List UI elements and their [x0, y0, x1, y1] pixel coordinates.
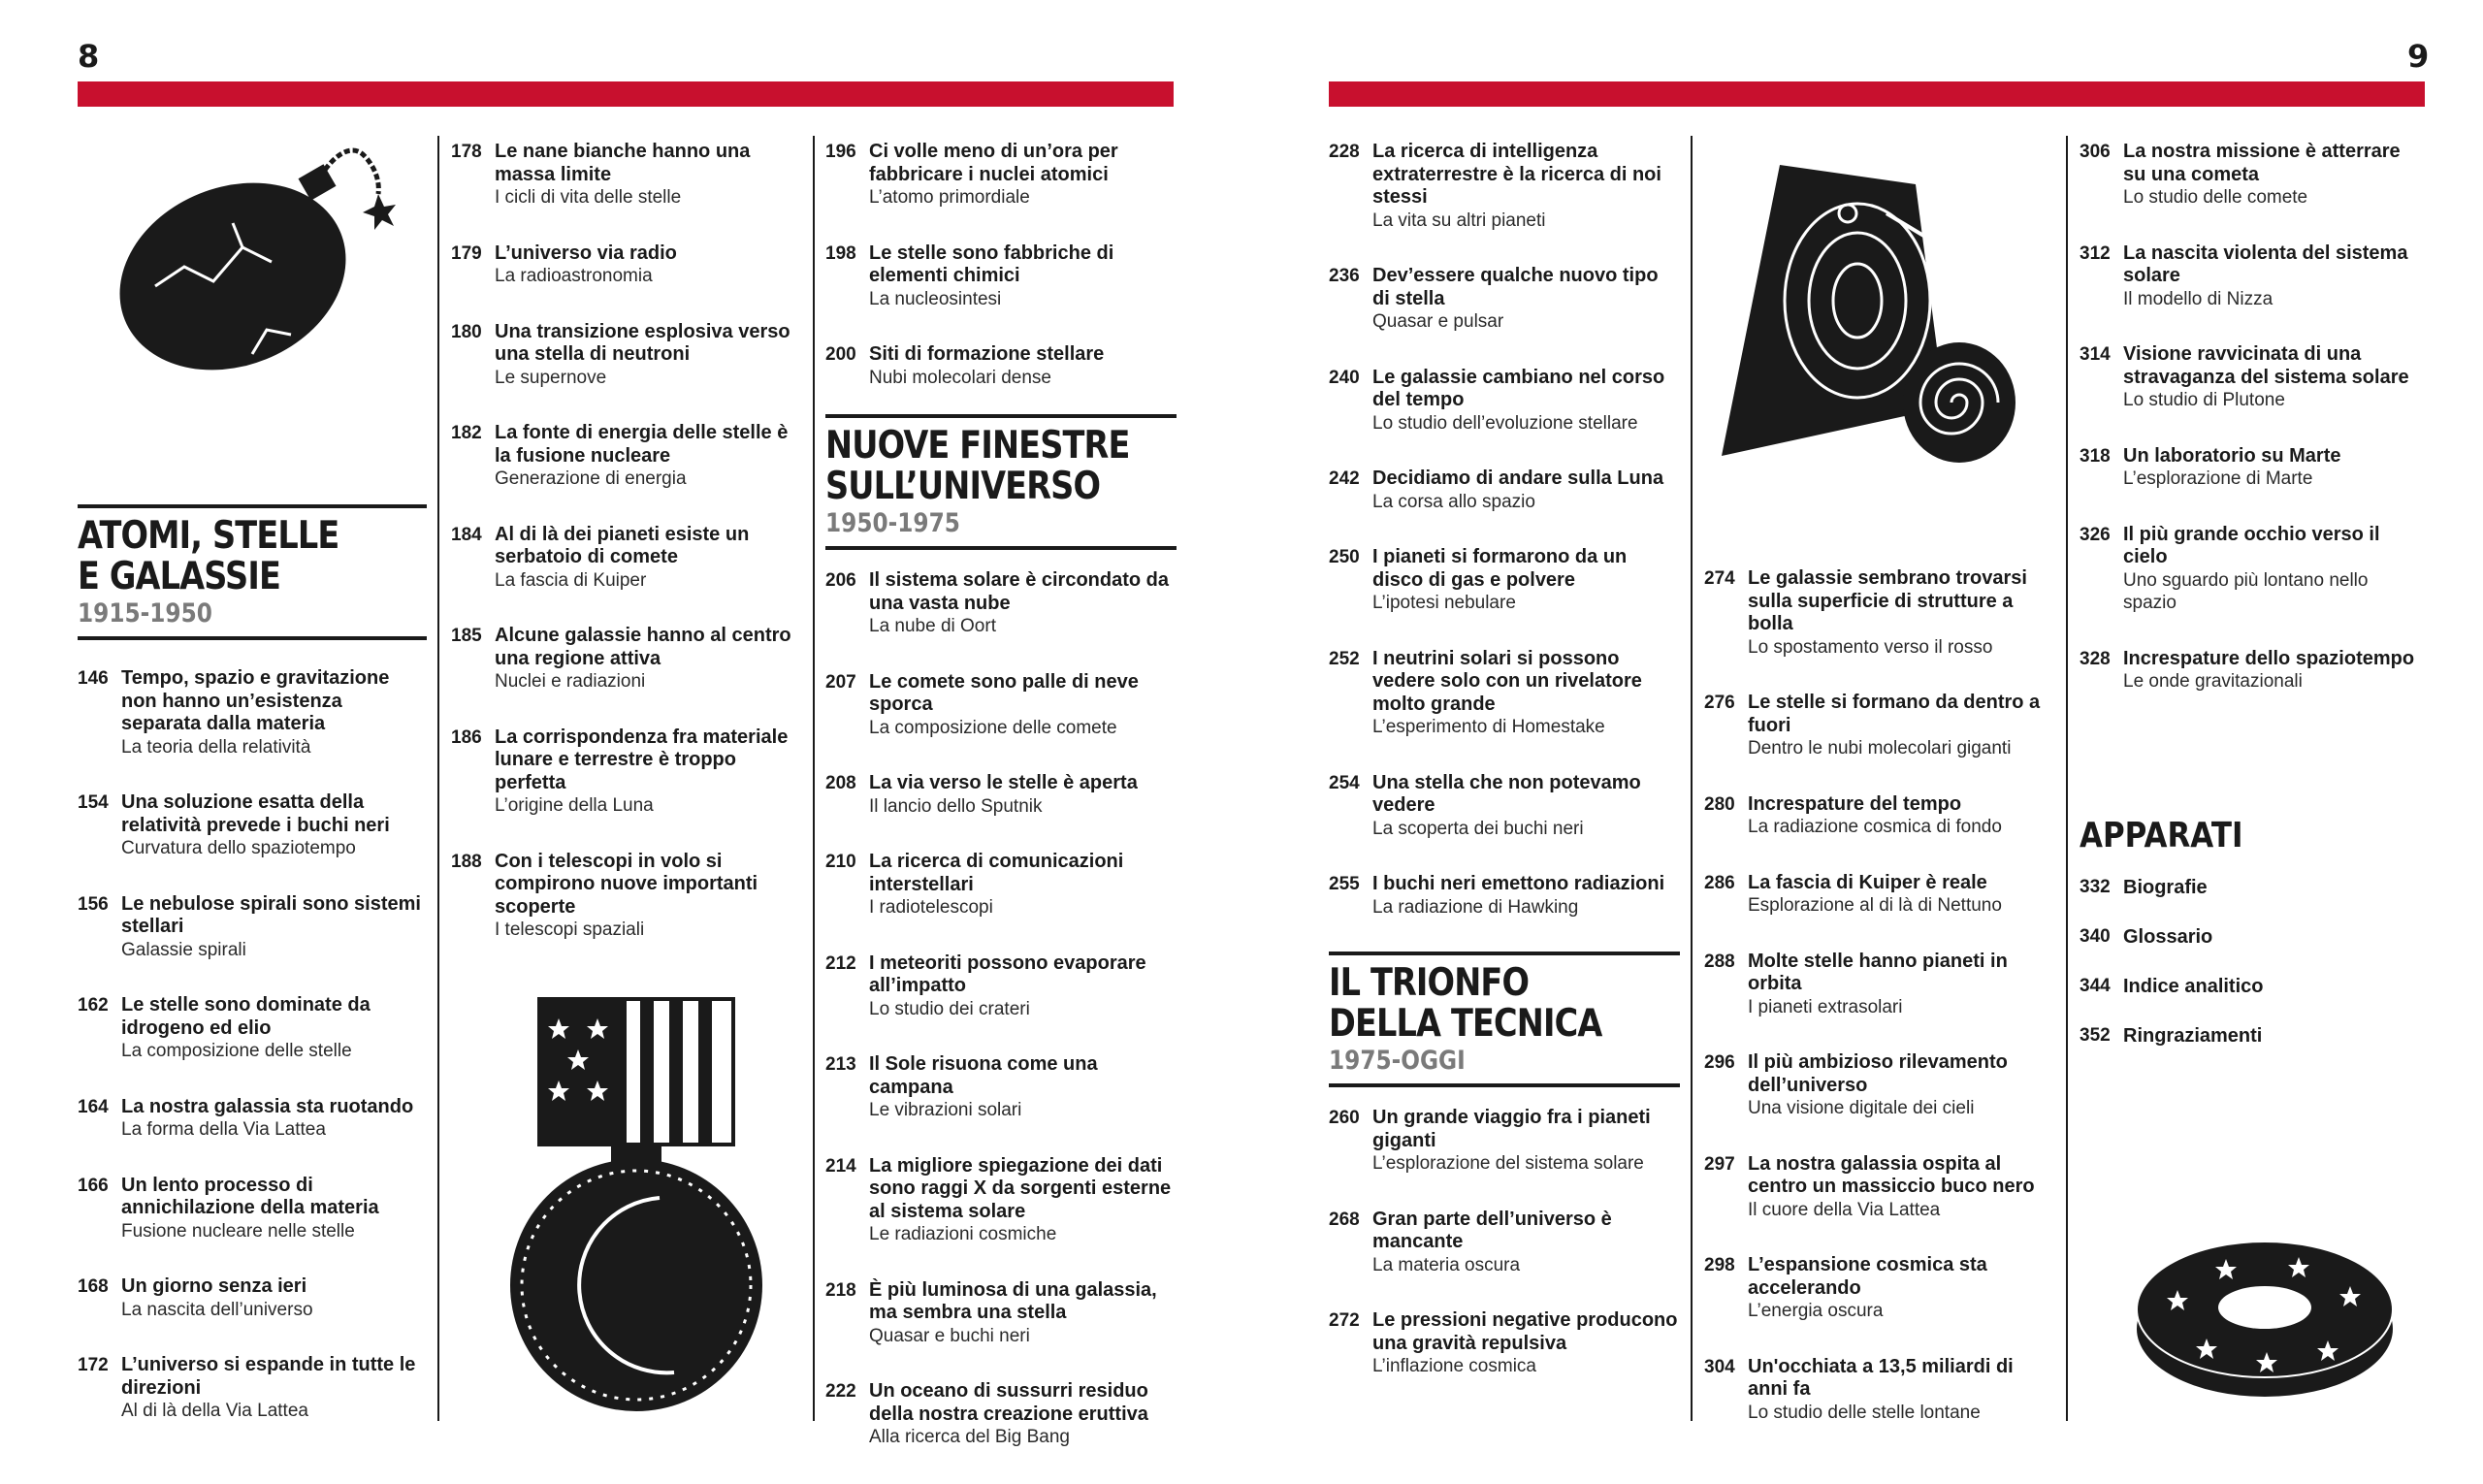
- entry-subtitle: La vita su altri pianeti: [1372, 210, 1546, 231]
- entry-subtitle: Una visione digitale dei cieli: [1748, 1098, 1975, 1118]
- column-divider: [437, 136, 439, 1421]
- entry-subtitle: Fusione nucleare nelle stelle: [121, 1220, 355, 1242]
- entry-title: Le galassie sembrano trovarsi sulla superficie di strutture a bolla: [1748, 567, 2027, 634]
- entry-subtitle: L’inflazione cosmica: [1372, 1356, 1536, 1376]
- entry-page-number: 196: [825, 142, 856, 162]
- entry-subtitle: La composizione delle comete: [869, 717, 1117, 738]
- contents-entry: [1329, 546, 1680, 615]
- contents-list: [825, 569, 1177, 1449]
- entry-subtitle: Curvatura dello spaziotempo: [121, 838, 356, 858]
- starry-donut-icon: [2119, 1222, 2410, 1406]
- entry-title: Un lento processo di annichilazione della materia: [121, 1174, 379, 1218]
- entry-title: Con i telescopi in volo si compirono nuove importanti scoperte: [495, 850, 758, 918]
- entry-title: Le galassie cambiano nel corso del tempo: [1372, 366, 1665, 410]
- section-heading-finestre: [825, 414, 1177, 550]
- entry-title: Molte stelle hanno pianeti in orbita: [1748, 950, 2008, 994]
- entry-title: Siti di formazione stellare: [869, 343, 1105, 365]
- entry-page-number: 340: [2080, 925, 2111, 947]
- entry-page-number: 306: [2080, 142, 2111, 162]
- contents-entry: [78, 1175, 427, 1243]
- entry-page-number: 286: [1704, 872, 1735, 893]
- contents-entry: [825, 141, 1177, 210]
- contents-entry: [1329, 648, 1680, 739]
- contents-entry: [2080, 524, 2419, 615]
- section-title-line: IL TRIONFO: [1329, 961, 1530, 1005]
- entry-subtitle: La radiazione cosmica di fondo: [1748, 817, 2002, 837]
- entry-subtitle: Galassie spirali: [121, 939, 246, 960]
- contents-entry: [825, 343, 1177, 389]
- entry-title: Le stelle si formano da dentro a fuori: [1748, 692, 2041, 736]
- entry-page-number: 312: [2080, 242, 2111, 264]
- entry-subtitle: Il lancio dello Sputnik: [869, 795, 1043, 817]
- contents-column-5: [1704, 567, 2055, 1457]
- apparati-entry: [2080, 876, 2419, 899]
- entry-title: Le stelle sono fabbriche di elementi chimici: [869, 242, 1114, 286]
- entry-subtitle: La radiazione di Hawking: [1372, 896, 1579, 918]
- entry-subtitle: Uno sguardo più lontano nello spazio: [2123, 569, 2369, 613]
- entry-page-number: 166: [78, 1175, 109, 1196]
- entry-page-number: 255: [1329, 874, 1360, 894]
- contents-entry: [451, 726, 800, 818]
- entry-page-number: 182: [451, 423, 482, 443]
- entry-title: Indice analitico: [2123, 975, 2264, 997]
- entry-subtitle: L’energia oscura: [1748, 1301, 1884, 1321]
- entry-subtitle: L’ipotesi nebulare: [1372, 593, 1516, 613]
- entry-subtitle: I telescopi spaziali: [495, 919, 645, 940]
- entry-page-number: 240: [1329, 367, 1360, 388]
- entry-subtitle: Dentro le nubi molecolari giganti: [1748, 738, 2012, 758]
- entry-subtitle: La nucleosintesi: [869, 288, 1002, 309]
- entry-title: La corrispondenza fra materiale lunare e terrestre è troppo perfetta: [495, 726, 789, 793]
- column-divider: [1691, 136, 1693, 1421]
- entry-page-number: 332: [2080, 876, 2111, 897]
- contents-entry: [2080, 141, 2419, 210]
- entry-page-number: 254: [1329, 772, 1360, 793]
- entry-subtitle: Alla ricerca del Big Bang: [869, 1427, 1070, 1447]
- contents-entry: [78, 667, 427, 758]
- entry-title: Una stella che non potevamo vedere: [1372, 771, 1641, 816]
- contents-entry: [451, 422, 800, 491]
- contents-entry: [78, 893, 427, 962]
- contents-entry: [1329, 468, 1680, 513]
- entry-page-number: 206: [825, 570, 856, 591]
- entry-subtitle: Quasar e buchi neri: [869, 1325, 1030, 1346]
- entry-page-number: 156: [78, 893, 109, 915]
- entry-subtitle: Lo studio di Plutone: [2123, 390, 2285, 410]
- entry-subtitle: Generazione di energia: [495, 468, 687, 489]
- entry-title: Increspature del tempo: [1748, 792, 1962, 815]
- entry-page-number: 213: [825, 1054, 856, 1075]
- entry-page-number: 172: [78, 1355, 109, 1375]
- entry-title: Il Sole risuona come una campana: [869, 1053, 1098, 1098]
- contents-entry: [78, 994, 427, 1063]
- column-divider: [813, 136, 815, 1421]
- entry-subtitle: Nubi molecolari dense: [869, 367, 1051, 388]
- contents-entry: [1704, 692, 2055, 760]
- contents-entry: [1704, 951, 2055, 1019]
- entry-page-number: 184: [451, 524, 482, 545]
- contents-entry: [1329, 1107, 1680, 1176]
- entry-title: Decidiamo di andare sulla Luna: [1372, 468, 1664, 489]
- entry-subtitle: La composizione delle stelle: [121, 1041, 352, 1061]
- entry-page-number: 207: [825, 671, 856, 693]
- contents-column-2: [451, 141, 800, 975]
- entry-subtitle: Quasar e pulsar: [1372, 311, 1504, 332]
- entry-subtitle: La corsa allo spazio: [1372, 491, 1535, 512]
- entry-page-number: 344: [2080, 975, 2111, 996]
- entry-title: Un laboratorio su Marte: [2123, 444, 2341, 467]
- contents-entry: [825, 851, 1177, 919]
- entry-subtitle: La materia oscura: [1372, 1254, 1521, 1275]
- entry-page-number: 228: [1329, 142, 1360, 162]
- entry-subtitle: L’esplorazione del sistema solare: [1372, 1153, 1644, 1174]
- entry-page-number: 180: [451, 321, 482, 342]
- entry-page-number: 296: [1704, 1052, 1735, 1073]
- contents-list: [1329, 141, 1680, 919]
- entry-page-number: 198: [825, 242, 856, 264]
- entry-title: Ci volle meno di un’ora per fabbricare i nuclei atomici: [869, 141, 1118, 185]
- entry-page-number: 162: [78, 995, 109, 1016]
- entry-page-number: 328: [2080, 648, 2111, 669]
- section-title-line: SULL’UNIVERSO: [825, 465, 1101, 508]
- section-title-line: ATOMI, STELLE: [78, 514, 339, 558]
- entry-page-number: 146: [78, 668, 109, 689]
- entry-title: Una transizione esplosiva verso una stella di neutroni: [495, 320, 790, 365]
- entry-page-number: 272: [1329, 1310, 1360, 1331]
- contents-entry: [825, 242, 1177, 311]
- entry-title: Le pressioni negative producono una gravità repulsiva: [1372, 1309, 1678, 1354]
- contents-list: [451, 141, 800, 942]
- contents-entry: [451, 625, 800, 694]
- entry-title: La via verso le stelle è aperta: [869, 772, 1138, 793]
- entry-title: La ricerca di intelligenza extraterrestre è la ricerca di noi stessi: [1372, 141, 1661, 208]
- entry-page-number: 218: [825, 1279, 856, 1301]
- entry-title: Una soluzione esatta della relatività prevede i buchi neri: [121, 791, 390, 836]
- contents-column-4: [1329, 141, 1680, 1411]
- entry-title: Il più ambizioso rilevamento dell’universo: [1748, 1051, 2008, 1096]
- entry-title: Un oceano di sussurri residuo della nostra creazione eruttiva: [869, 1380, 1148, 1425]
- contents-entry: [2080, 343, 2419, 412]
- contents-entry: [1704, 567, 2055, 659]
- entry-subtitle: I cicli di vita delle stelle: [495, 187, 682, 208]
- contents-entry: [825, 1279, 1177, 1348]
- entry-subtitle: Il modello di Nizza: [2123, 288, 2273, 309]
- entry-subtitle: I radiotelescopi: [869, 897, 993, 918]
- section-title-line: E GALASSIE: [78, 555, 281, 598]
- entry-title: La nostra galassia ospita al centro un massiccio buco nero: [1748, 1152, 2035, 1197]
- entry-title: I buchi neri emettono radiazioni: [1372, 873, 1665, 894]
- entry-title: Alcune galassie hanno al centro una regione attiva: [495, 625, 791, 669]
- entry-page-number: 168: [78, 1276, 109, 1297]
- entry-title: Visione ravvicinata di una stravaganza del sistema solare: [2123, 343, 2409, 388]
- contents-column-1: [78, 504, 427, 1456]
- entry-page-number: 326: [2080, 524, 2111, 545]
- contents-list: [2080, 141, 2419, 694]
- entry-title: L’universo via radio: [495, 242, 677, 264]
- contents-entry: [78, 1354, 427, 1423]
- entry-page-number: 185: [451, 626, 482, 646]
- contents-entry: [1704, 793, 2055, 839]
- entry-title: La fonte di energia delle stelle è la fusione nucleare: [495, 422, 789, 467]
- entry-page-number: 200: [825, 344, 856, 365]
- entry-subtitle: La scoperta dei buchi neri: [1372, 818, 1584, 839]
- contents-entry: [825, 569, 1177, 638]
- entry-subtitle: L’esperimento di Homestake: [1372, 717, 1605, 737]
- column-divider: [2066, 136, 2068, 1421]
- contents-entry: [825, 671, 1177, 740]
- entry-title: Un giorno senza ieri: [121, 1275, 307, 1297]
- section-years: 1975-OGGI: [1329, 1046, 1466, 1076]
- entry-title: La nostra missione è atterrare su una cometa: [2123, 141, 2401, 185]
- entry-title: La nascita violenta del sistema solare: [2123, 242, 2408, 286]
- entry-title: Tempo, spazio e gravitazione non hanno un’esistenza separata dalla materia: [121, 667, 390, 734]
- entry-subtitle: La nascita dell’universo: [121, 1299, 313, 1320]
- apparati-entry: [2080, 925, 2419, 949]
- contents-entry: [825, 1053, 1177, 1122]
- bomb-icon: [97, 131, 407, 393]
- entry-subtitle: Le radiazioni cosmiche: [869, 1224, 1057, 1244]
- entry-page-number: 186: [451, 726, 482, 748]
- entry-title: La fascia di Kuiper è reale: [1748, 871, 1987, 893]
- entry-title: La ricerca di comunicazioni interstellari: [869, 851, 1124, 895]
- entry-title: I meteoriti possono evaporare all’impatto: [869, 952, 1146, 996]
- entry-page-number: 297: [1704, 1153, 1735, 1175]
- contents-entry: [451, 851, 800, 942]
- contents-entry: [1329, 873, 1680, 919]
- apparati-entry: [2080, 975, 2419, 998]
- contents-entry: [1329, 141, 1680, 232]
- section-title-apparati: APPARATI: [2080, 815, 2243, 855]
- entry-page-number: 352: [2080, 1024, 2111, 1046]
- entry-page-number: 304: [1704, 1356, 1735, 1377]
- section-years: 1915-1950: [78, 598, 212, 629]
- contents-entry: [1329, 772, 1680, 841]
- entry-page-number: 298: [1704, 1255, 1735, 1275]
- contents-entry: [1704, 872, 2055, 918]
- contents-entry: [78, 1275, 427, 1321]
- contents-entry: [2080, 445, 2419, 491]
- header-bar-left: [78, 81, 1174, 107]
- section-years: 1950-1975: [825, 508, 960, 538]
- entry-page-number: 188: [451, 851, 482, 872]
- entry-page-number: 179: [451, 242, 482, 264]
- entry-title: Increspature dello spaziotempo: [2123, 647, 2415, 669]
- entry-title: Dev’essere qualche nuovo tipo di stella: [1372, 265, 1659, 309]
- entry-subtitle: Esplorazione al di là di Nettuno: [1748, 895, 2002, 916]
- entry-subtitle: Lo studio delle stelle lontane: [1748, 1402, 1981, 1423]
- entry-subtitle: Al di là della Via Lattea: [121, 1401, 308, 1421]
- entry-page-number: 268: [1329, 1209, 1360, 1230]
- entry-page-number: 208: [825, 773, 856, 793]
- entry-title: La nostra galassia sta ruotando: [121, 1095, 414, 1117]
- contents-entry: [1704, 1356, 2055, 1425]
- entry-page-number: 318: [2080, 445, 2111, 467]
- entry-page-number: 236: [1329, 266, 1360, 286]
- entry-page-number: 222: [825, 1381, 856, 1402]
- entry-subtitle: Lo studio dell’evoluzione stellare: [1372, 412, 1638, 434]
- contents-entry: [2080, 648, 2419, 694]
- entry-subtitle: L’origine della Luna: [495, 795, 654, 816]
- entry-title: L’espansione cosmica sta accelerando: [1748, 1254, 1987, 1299]
- entry-subtitle: Lo studio dei crateri: [869, 998, 1030, 1019]
- entry-page-number: 154: [78, 792, 109, 813]
- entry-page-number: 212: [825, 952, 856, 974]
- entry-subtitle: Il cuore della Via Lattea: [1748, 1199, 1941, 1220]
- section-heading-atomi: [78, 504, 427, 640]
- contents-entry: [1329, 265, 1680, 334]
- contents-entry: [451, 141, 800, 210]
- entry-title: Le comete sono palle di neve sporca: [869, 670, 1139, 715]
- contents-entry: [2080, 242, 2419, 311]
- contents-entry: [825, 1155, 1177, 1246]
- entry-title: Al di là dei pianeti esiste un serbatoio di comete: [495, 523, 750, 567]
- contents-column-6: [2080, 141, 2419, 1074]
- entry-title: L’universo si espande in tutte le direzioni: [121, 1354, 416, 1399]
- apparati-entry: [2080, 1024, 2419, 1048]
- entry-title: Le nane bianche hanno una massa limite: [495, 141, 751, 185]
- contents-entry: [825, 952, 1177, 1021]
- entry-page-number: 276: [1704, 693, 1735, 713]
- entry-subtitle: La radioastronomia: [495, 266, 653, 286]
- contents-list: [78, 667, 427, 1423]
- entry-subtitle: I pianeti extrasolari: [1748, 996, 1903, 1017]
- entry-subtitle: Le vibrazioni solari: [869, 1100, 1022, 1120]
- entry-title: Le stelle sono dominate da idrogeno ed elio: [121, 994, 371, 1039]
- contents-list: [825, 141, 1177, 389]
- contents-entry: [825, 1380, 1177, 1449]
- entry-title: Un grande viaggio fra i pianeti giganti: [1372, 1107, 1651, 1151]
- entry-title: I pianeti si formarono da un disco di gas e polvere: [1372, 546, 1628, 591]
- entry-subtitle: La teoria della relatività: [121, 736, 311, 758]
- entry-page-number: 288: [1704, 951, 1735, 972]
- entry-title: Gran parte dell’universo è mancante: [1372, 1208, 1612, 1252]
- entry-title: Biografie: [2123, 876, 2208, 898]
- entry-subtitle: La forma della Via Lattea: [121, 1119, 326, 1140]
- entry-subtitle: Le onde gravitazionali: [2123, 671, 2303, 692]
- contents-entry: [825, 772, 1177, 818]
- contents-entry: [1329, 1309, 1680, 1378]
- entry-page-number: 260: [1329, 1108, 1360, 1128]
- entry-page-number: 164: [78, 1096, 109, 1117]
- contents-column-3: [825, 141, 1177, 1482]
- entry-title: Il più grande occhio verso il cielo: [2123, 523, 2380, 567]
- entry-page-number: 274: [1704, 568, 1735, 589]
- entry-title: È più luminosa di una galassia, ma sembra una stella: [869, 1278, 1157, 1323]
- entry-subtitle: L’esplorazione di Marte: [2123, 468, 2313, 489]
- entry-page-number: 250: [1329, 547, 1360, 567]
- entry-subtitle: Lo spostamento verso il rosso: [1748, 636, 1993, 658]
- page-number-right: 9: [2407, 38, 2430, 75]
- medal-icon: [475, 989, 795, 1426]
- contents-entry: [451, 321, 800, 390]
- entry-page-number: 242: [1329, 468, 1360, 489]
- contents-entry: [1704, 1153, 2055, 1222]
- entry-page-number: 314: [2080, 344, 2111, 365]
- entry-page-number: 252: [1329, 648, 1360, 669]
- contents-entry: [1329, 367, 1680, 436]
- entry-subtitle: Le supernove: [495, 367, 607, 388]
- entry-title: Le nebulose spirali sono sistemi stellari: [121, 892, 421, 937]
- contents-entry: [78, 791, 427, 860]
- section-heading-trionfo: [1329, 952, 1680, 1087]
- contents-list: [1704, 567, 2055, 1424]
- entry-subtitle: L’atomo primordiale: [869, 187, 1030, 208]
- contents-entry: [1704, 1254, 2055, 1323]
- entry-page-number: 178: [451, 142, 482, 162]
- apparati-list: [2080, 876, 2419, 1048]
- contents-entry: [1329, 1209, 1680, 1277]
- entry-page-number: 214: [825, 1155, 856, 1177]
- entry-subtitle: La fascia di Kuiper: [495, 569, 647, 591]
- entry-subtitle: Nuclei e radiazioni: [495, 671, 646, 692]
- entry-title: Ringraziamenti: [2123, 1024, 2263, 1047]
- entry-title: I neutrini solari si possono vedere solo con un rivelatore molto grande: [1372, 647, 1642, 715]
- entry-title: Un'occhiata a 13,5 miliardi di anni fa: [1748, 1355, 2014, 1400]
- star-chart-scroll-icon: [1702, 155, 2022, 475]
- entry-subtitle: La nube di Oort: [869, 616, 996, 636]
- header-bar-right: [1329, 81, 2425, 107]
- section-title-line: NUOVE FINESTRE: [825, 424, 1130, 468]
- contents-list: [1329, 1107, 1680, 1378]
- contents-entry: [1704, 1051, 2055, 1120]
- entry-title: Glossario: [2123, 925, 2213, 948]
- contents-entry: [78, 1096, 427, 1142]
- contents-entry: [451, 242, 800, 288]
- entry-page-number: 210: [825, 852, 856, 872]
- entry-page-number: 280: [1704, 793, 1735, 815]
- entry-subtitle: Lo studio delle comete: [2123, 187, 2308, 208]
- contents-entry: [451, 524, 800, 593]
- entry-title: La migliore spiegazione dei dati sono raggi X da sorgenti esterne al sistema solare: [869, 1154, 1172, 1222]
- section-title-line: DELLA TECNICA: [1329, 1002, 1602, 1046]
- page-number-left: 8: [78, 38, 100, 75]
- entry-title: Il sistema solare è circondato da una vasta nube: [869, 569, 1170, 614]
